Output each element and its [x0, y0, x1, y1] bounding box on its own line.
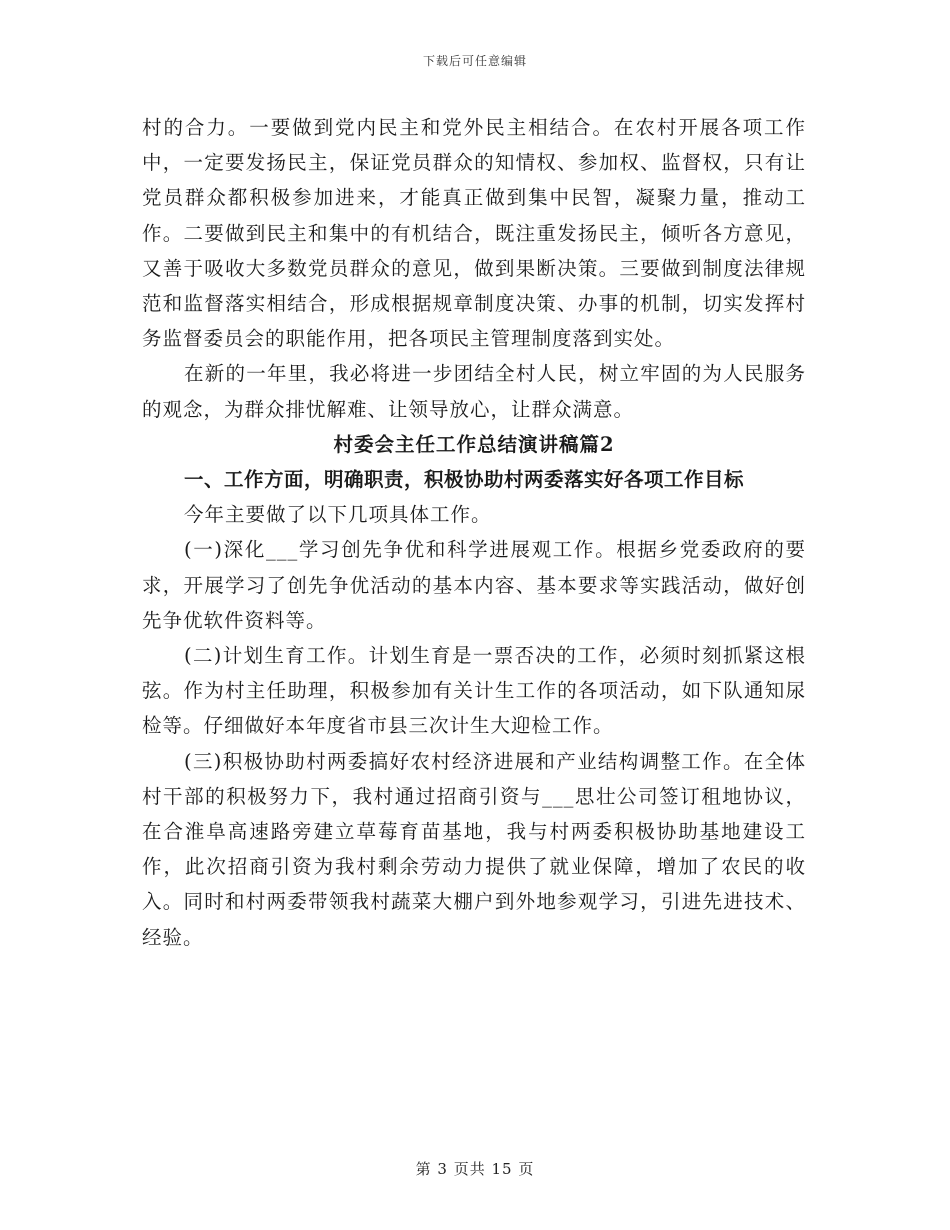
section-title: 村委会主任工作总结演讲稿篇2	[333, 432, 615, 456]
section-heading: 一、工作方面，明确职责，积极协助村两委落实好各项工作目标	[184, 468, 745, 492]
page-number: 第 3 页共 15 页	[415, 1160, 535, 1178]
body-paragraph: (三)积极协助村两委搞好农村经济进展和产业结构调整工作。在全体村干部的积极努力下，我村通过招商引资与___思壮公司签订租地协议，在合淮阜高速路旁建立草莓育苗基地，我与村两委积极协助基地建设工作，此次招商引资为我村剩余劳动力提供了就业保障，增加了农民的收入。同时和村两委带领我村蔬菜大棚户到外地参观学习，引进先进技术、经验。	[142, 749, 806, 949]
body-paragraph: 今年主要做了以下几项具体工作。	[184, 503, 492, 527]
body-paragraph: (一)深化___学习创先争优和科学进展观工作。根据乡党委政府的要求，开展学习了创先争优活动的基本内容、基本要求等实践活动，做好创先争优软件资料等。	[142, 538, 806, 632]
body-paragraph: 村的合力。一要做到党内民主和党外民主相结合。在农村开展各项工作中，一定要发扬民主，保证党员群众的知情权、参加权、监督权，只有让党员群众都积极参加进来，才能真正做到集中民智，凝聚力量，推动工作。二要做到民主和集中的有机结合，既注重发扬民主，倾听各方意见，又善于吸收大多数党员群众的意见，做到果断决策。三要做到制度法律规范和监督落实相结合，形成根据规章制度决策、办事的机制，切实发挥村务监督委员会的职能作用，把各项民主管理制度落到实处。	[142, 116, 806, 351]
page-header: 下载后可任意编辑	[422, 54, 527, 68]
body-paragraph: (二)计划生育工作。计划生育是一票否决的工作，必须时刻抓紧这根弦。作为村主任助理，积极参加有关计生工作的各项活动，如下队通知尿检等。仔细做好本年度省市县三次计生大迎检工作。	[142, 644, 806, 738]
document-body	[142, 110, 806, 955]
body-paragraph: 在新的一年里，我必将进一步团结全村人民，树立牢固的为人民服务的观念，为群众排忧解难、让领导放心，让群众满意。	[142, 362, 806, 421]
